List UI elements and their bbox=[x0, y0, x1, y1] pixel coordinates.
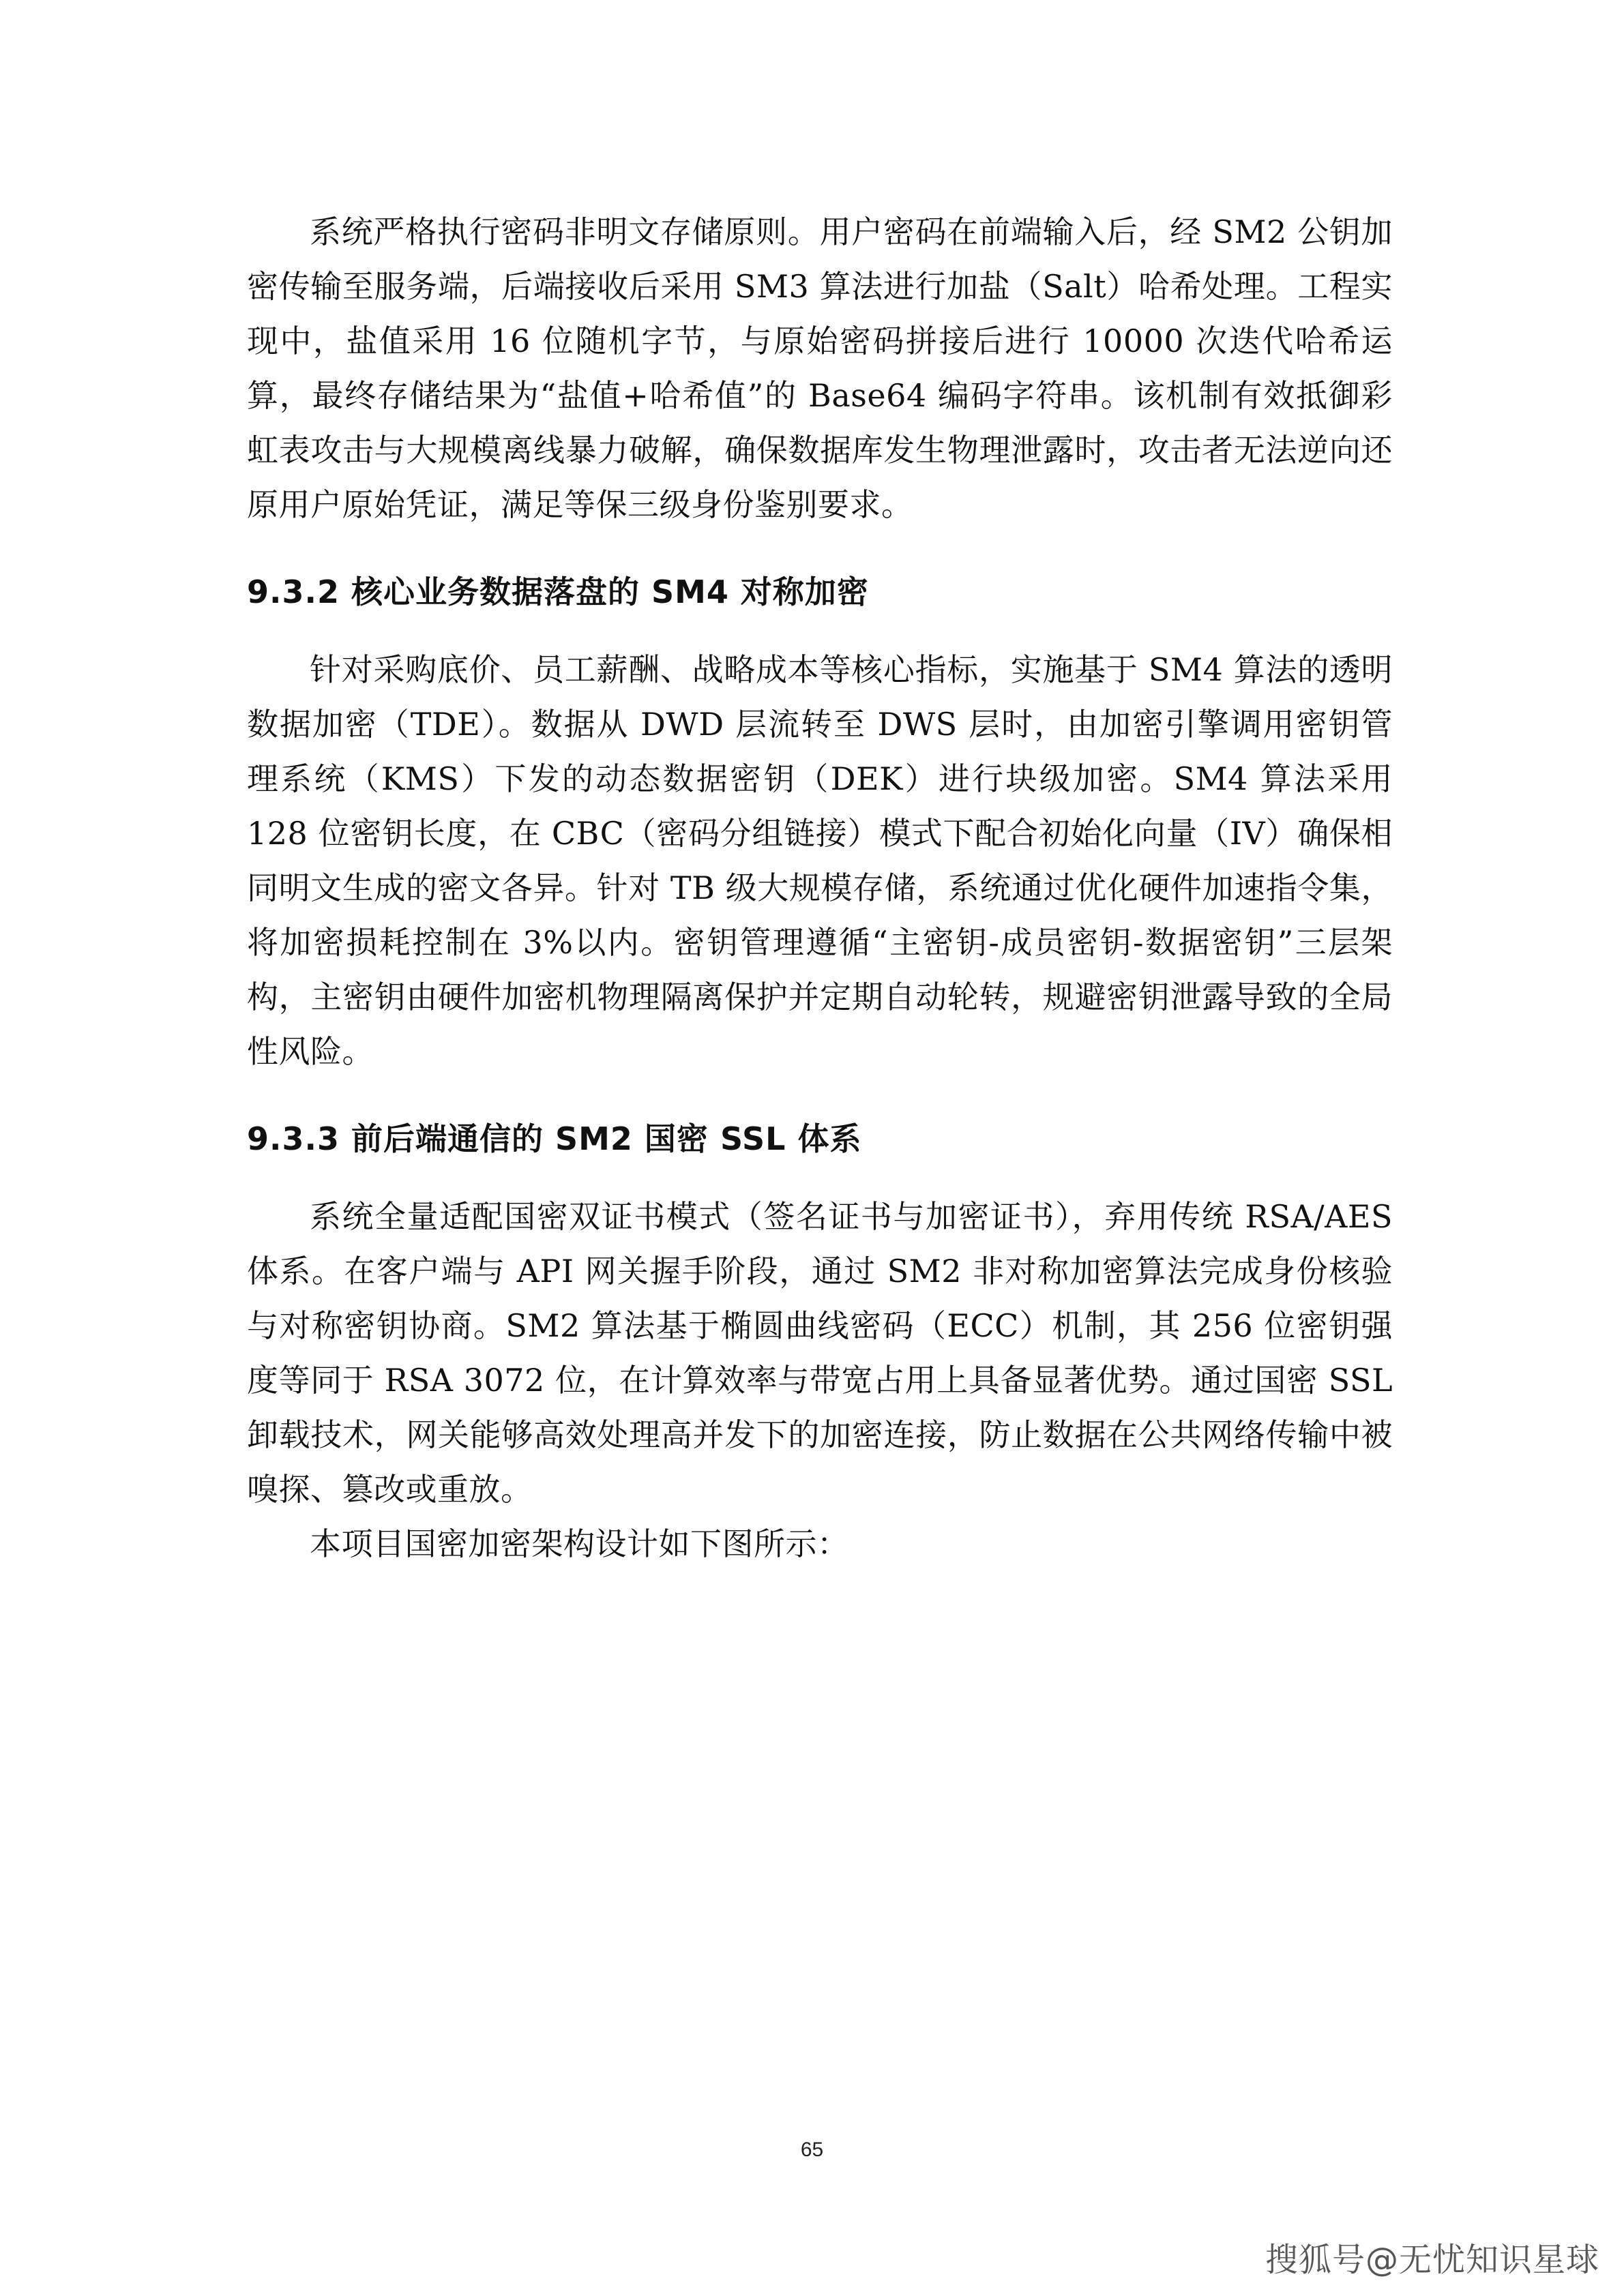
page-number: 65 bbox=[800, 2138, 824, 2161]
intro-paragraph: 系统严格执行密码非明文存储原则。用户密码在前端输入后，经 SM2 公钥加密传输至服务端，后端接收后采用 SM3 算法进行加盐（Salt）哈希处理。工程实现中，盐值采用 16 位随机字节，与原始密码拼接后进行 10000 次迭代哈希运算，最终存储结果为“盐值+哈希值”的 Base64 编码字符串。该机制有效抵御彩虹表攻击与大规模离线暴力破解，确保数据库发生物理泄露时，攻击者无法逆向还原用户原始凭证，满足等保三级身份鉴别要求。 bbox=[247, 213, 1393, 523]
figure-intro-paragraph: 本项目国密加密架构设计如下图所示： bbox=[310, 1525, 849, 1562]
section-heading-9-3-3: 9.3.3 前后端通信的 SM2 国密 SSL 体系 bbox=[247, 1120, 862, 1157]
source-watermark: 搜狐号@无忧知识星球 bbox=[1265, 2241, 1599, 2279]
section-heading-9-3-2: 9.3.2 核心业务数据落盘的 SM4 对称加密 bbox=[247, 573, 869, 610]
sm4-paragraph: 针对采购底价、员工薪酬、战略成本等核心指标，实施基于 SM4 算法的透明数据加密（TDE）。数据从 DWD 层流转至 DWS 层时，由加密引擎调用密钥管理系统（KMS）下发的动态数据密钥（DEK）进行块级加密。SM4 算法采用 128 位密钥长度，在 CBC（密码分组链接）模式下配合初始化向量（IV）确保相同明文生成的密文各异。针对 TB 级大规模存储，系统通过优化硬件加速指令集，将加密损耗控制在 3%以内。密钥管理遵循“主密钥-成员密钥-数据密钥”三层架构，主密钥由硬件加密机物理隔离保护并定期自动轮转，规避密钥泄露导致的全局性风险。 bbox=[247, 651, 1393, 1070]
page-content bbox=[247, 205, 1393, 1571]
sm2-ssl-paragraph: 系统全量适配国密双证书模式（签名证书与加密证书），弃用传统 RSA/AES 体系。在客户端与 API 网关握手阶段，通过 SM2 非对称加密算法完成身份核验与对称密钥协商。SM2 算法基于椭圆曲线密码（ECC）机制，其 256 位密钥强度等同于 RSA 3072 位，在计算效率与带宽占用上具备显著优势。通过国密 SSL 卸载技术，网关能够高效处理高并发下的加密连接，防止数据在公共网络传输中被嗅探、篡改或重放。 bbox=[247, 1198, 1393, 1508]
